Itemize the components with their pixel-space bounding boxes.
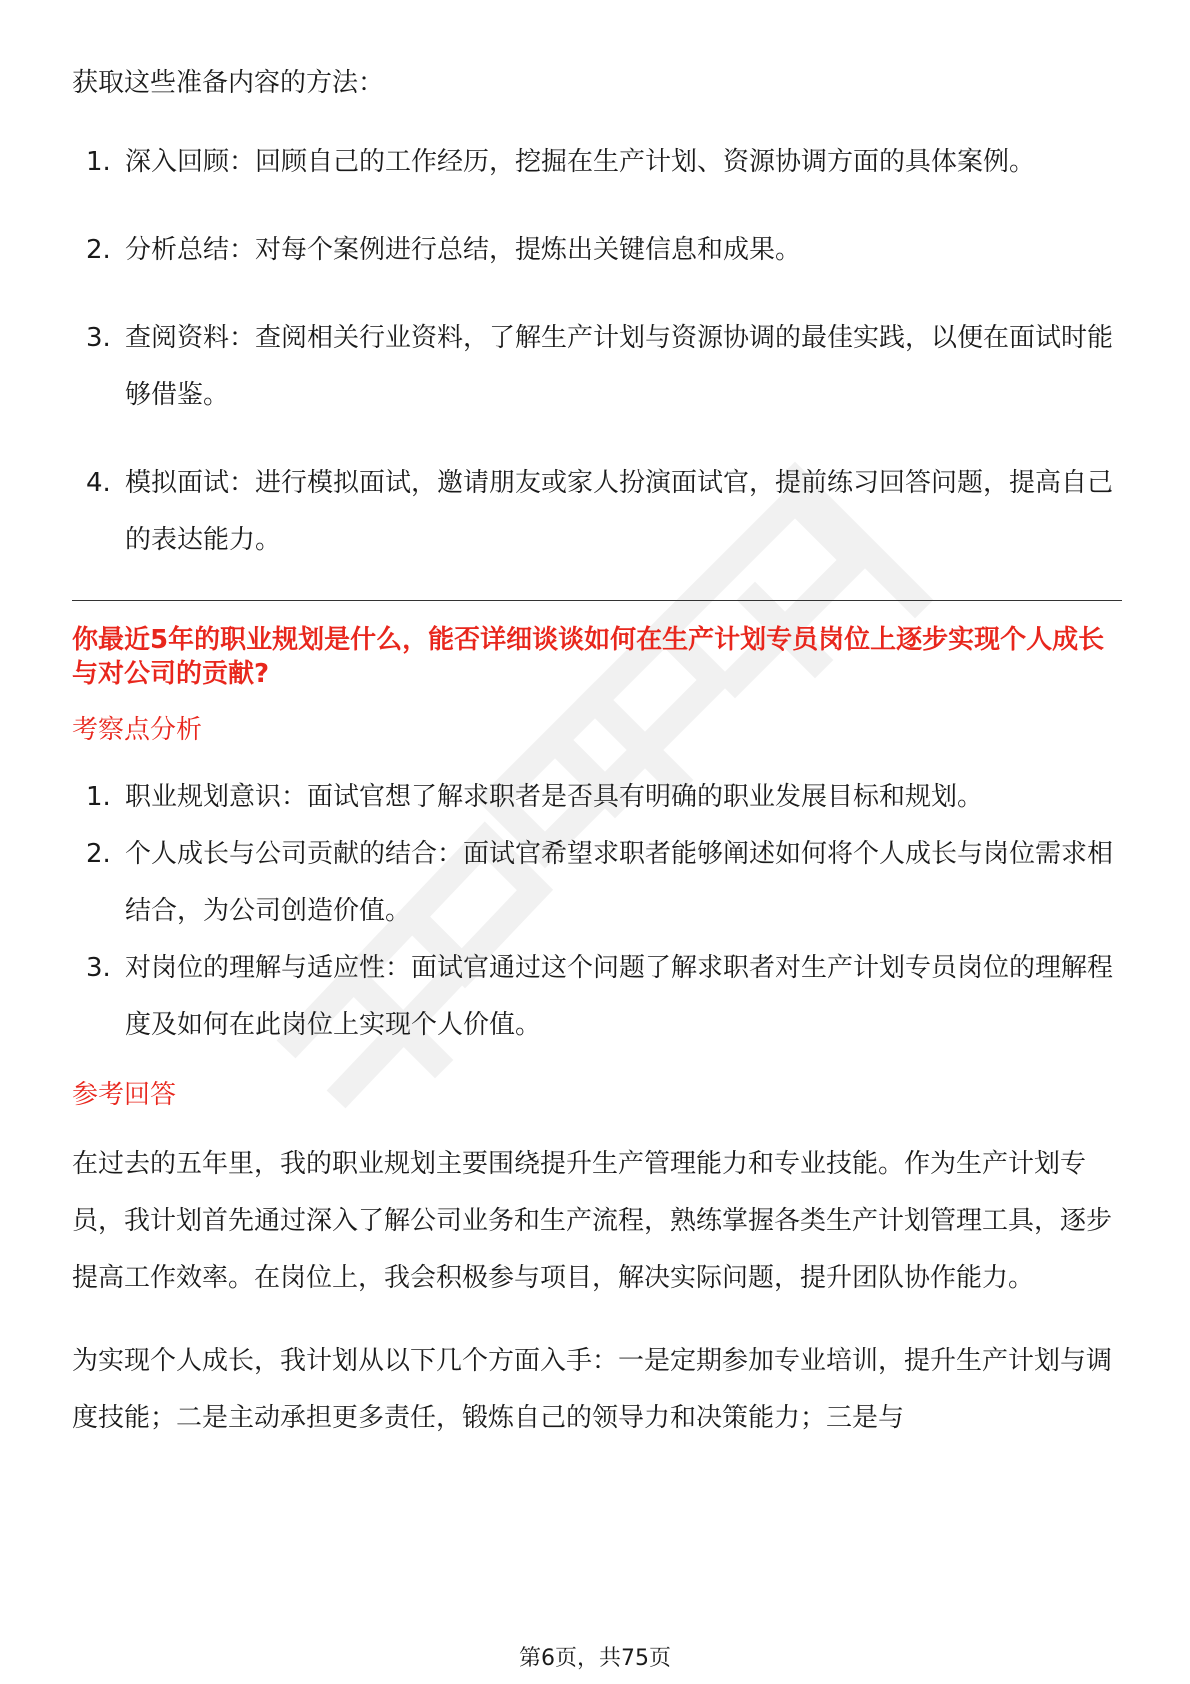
list-text: 分析总结：对每个案例进行总结，提炼出关键信息和成果。 xyxy=(125,235,802,265)
list-text: 查阅资料：查阅相关行业资料，了解生产计划与资源协调的最佳实践，以便在面试时能够借鉴。 xyxy=(125,323,1114,410)
methods-intro: 获取这些准备内容的方法： xyxy=(72,68,385,98)
list-number: 1. xyxy=(86,782,111,812)
list-text: 职业规划意识：面试官想了解求职者是否具有明确的职业发展目标和规划。 xyxy=(125,782,984,812)
list-item xyxy=(72,222,1122,279)
list-item xyxy=(72,134,1122,191)
list-item xyxy=(72,940,1122,1054)
list-number: 3. xyxy=(86,953,111,983)
list-text: 个人成长与公司贡献的结合：面试官希望求职者能够阐述如何将个人成长与岗位需求相结合，为公司创造价值。 xyxy=(125,839,1114,926)
answer-paragraph: 在过去的五年里，我的职业规划主要围绕提升生产管理能力和专业技能。作为生产计划专员，我计划首先通过深入了解公司业务和生产流程，熟练掌握各类生产计划管理工具，逐步提高工作效率。在岗位上，我会积极参与项目，解决实际问题，提升团队协作能力。 xyxy=(72,1149,1113,1293)
list-number: 4. xyxy=(86,468,111,498)
page-footer: 第6页，共75页 xyxy=(519,1646,671,1671)
list-number: 2. xyxy=(86,235,111,265)
list-number: 2. xyxy=(86,839,111,869)
methods-list xyxy=(72,134,1122,569)
list-item xyxy=(72,310,1122,424)
interview-question: 你最近5年的职业规划是什么，能否详细谈谈如何在生产计划专员岗位上逐步实现个人成长与对公司的贡献? xyxy=(72,625,1105,689)
list-text: 深入回顾：回顾自己的工作经历，挖掘在生产计划、资源协调方面的具体案例。 xyxy=(125,147,1036,177)
list-number: 1. xyxy=(86,147,111,177)
analysis-list xyxy=(72,769,1122,1054)
list-text: 模拟面试：进行模拟面试，邀请朋友或家人扮演面试官，提前练习回答问题，提高自己的表达能力。 xyxy=(125,468,1114,555)
list-item xyxy=(72,769,1122,826)
analysis-heading: 考察点分析 xyxy=(72,715,203,745)
list-item xyxy=(72,455,1122,569)
list-item xyxy=(72,826,1122,940)
list-number: 3. xyxy=(86,323,111,353)
section-divider xyxy=(72,600,1122,601)
answer-heading: 参考回答 xyxy=(72,1080,177,1110)
document-body xyxy=(72,62,1122,1473)
list-text: 对岗位的理解与适应性：面试官通过这个问题了解求职者对生产计划专员岗位的理解程度及如何在此岗位上实现个人价值。 xyxy=(125,953,1114,1040)
answer-paragraph: 为实现个人成长，我计划从以下几个方面入手：一是定期参加专业培训，提升生产计划与调度技能；二是主动承担更多责任，锻炼自己的领导力和决策能力；三是与 xyxy=(72,1346,1113,1433)
